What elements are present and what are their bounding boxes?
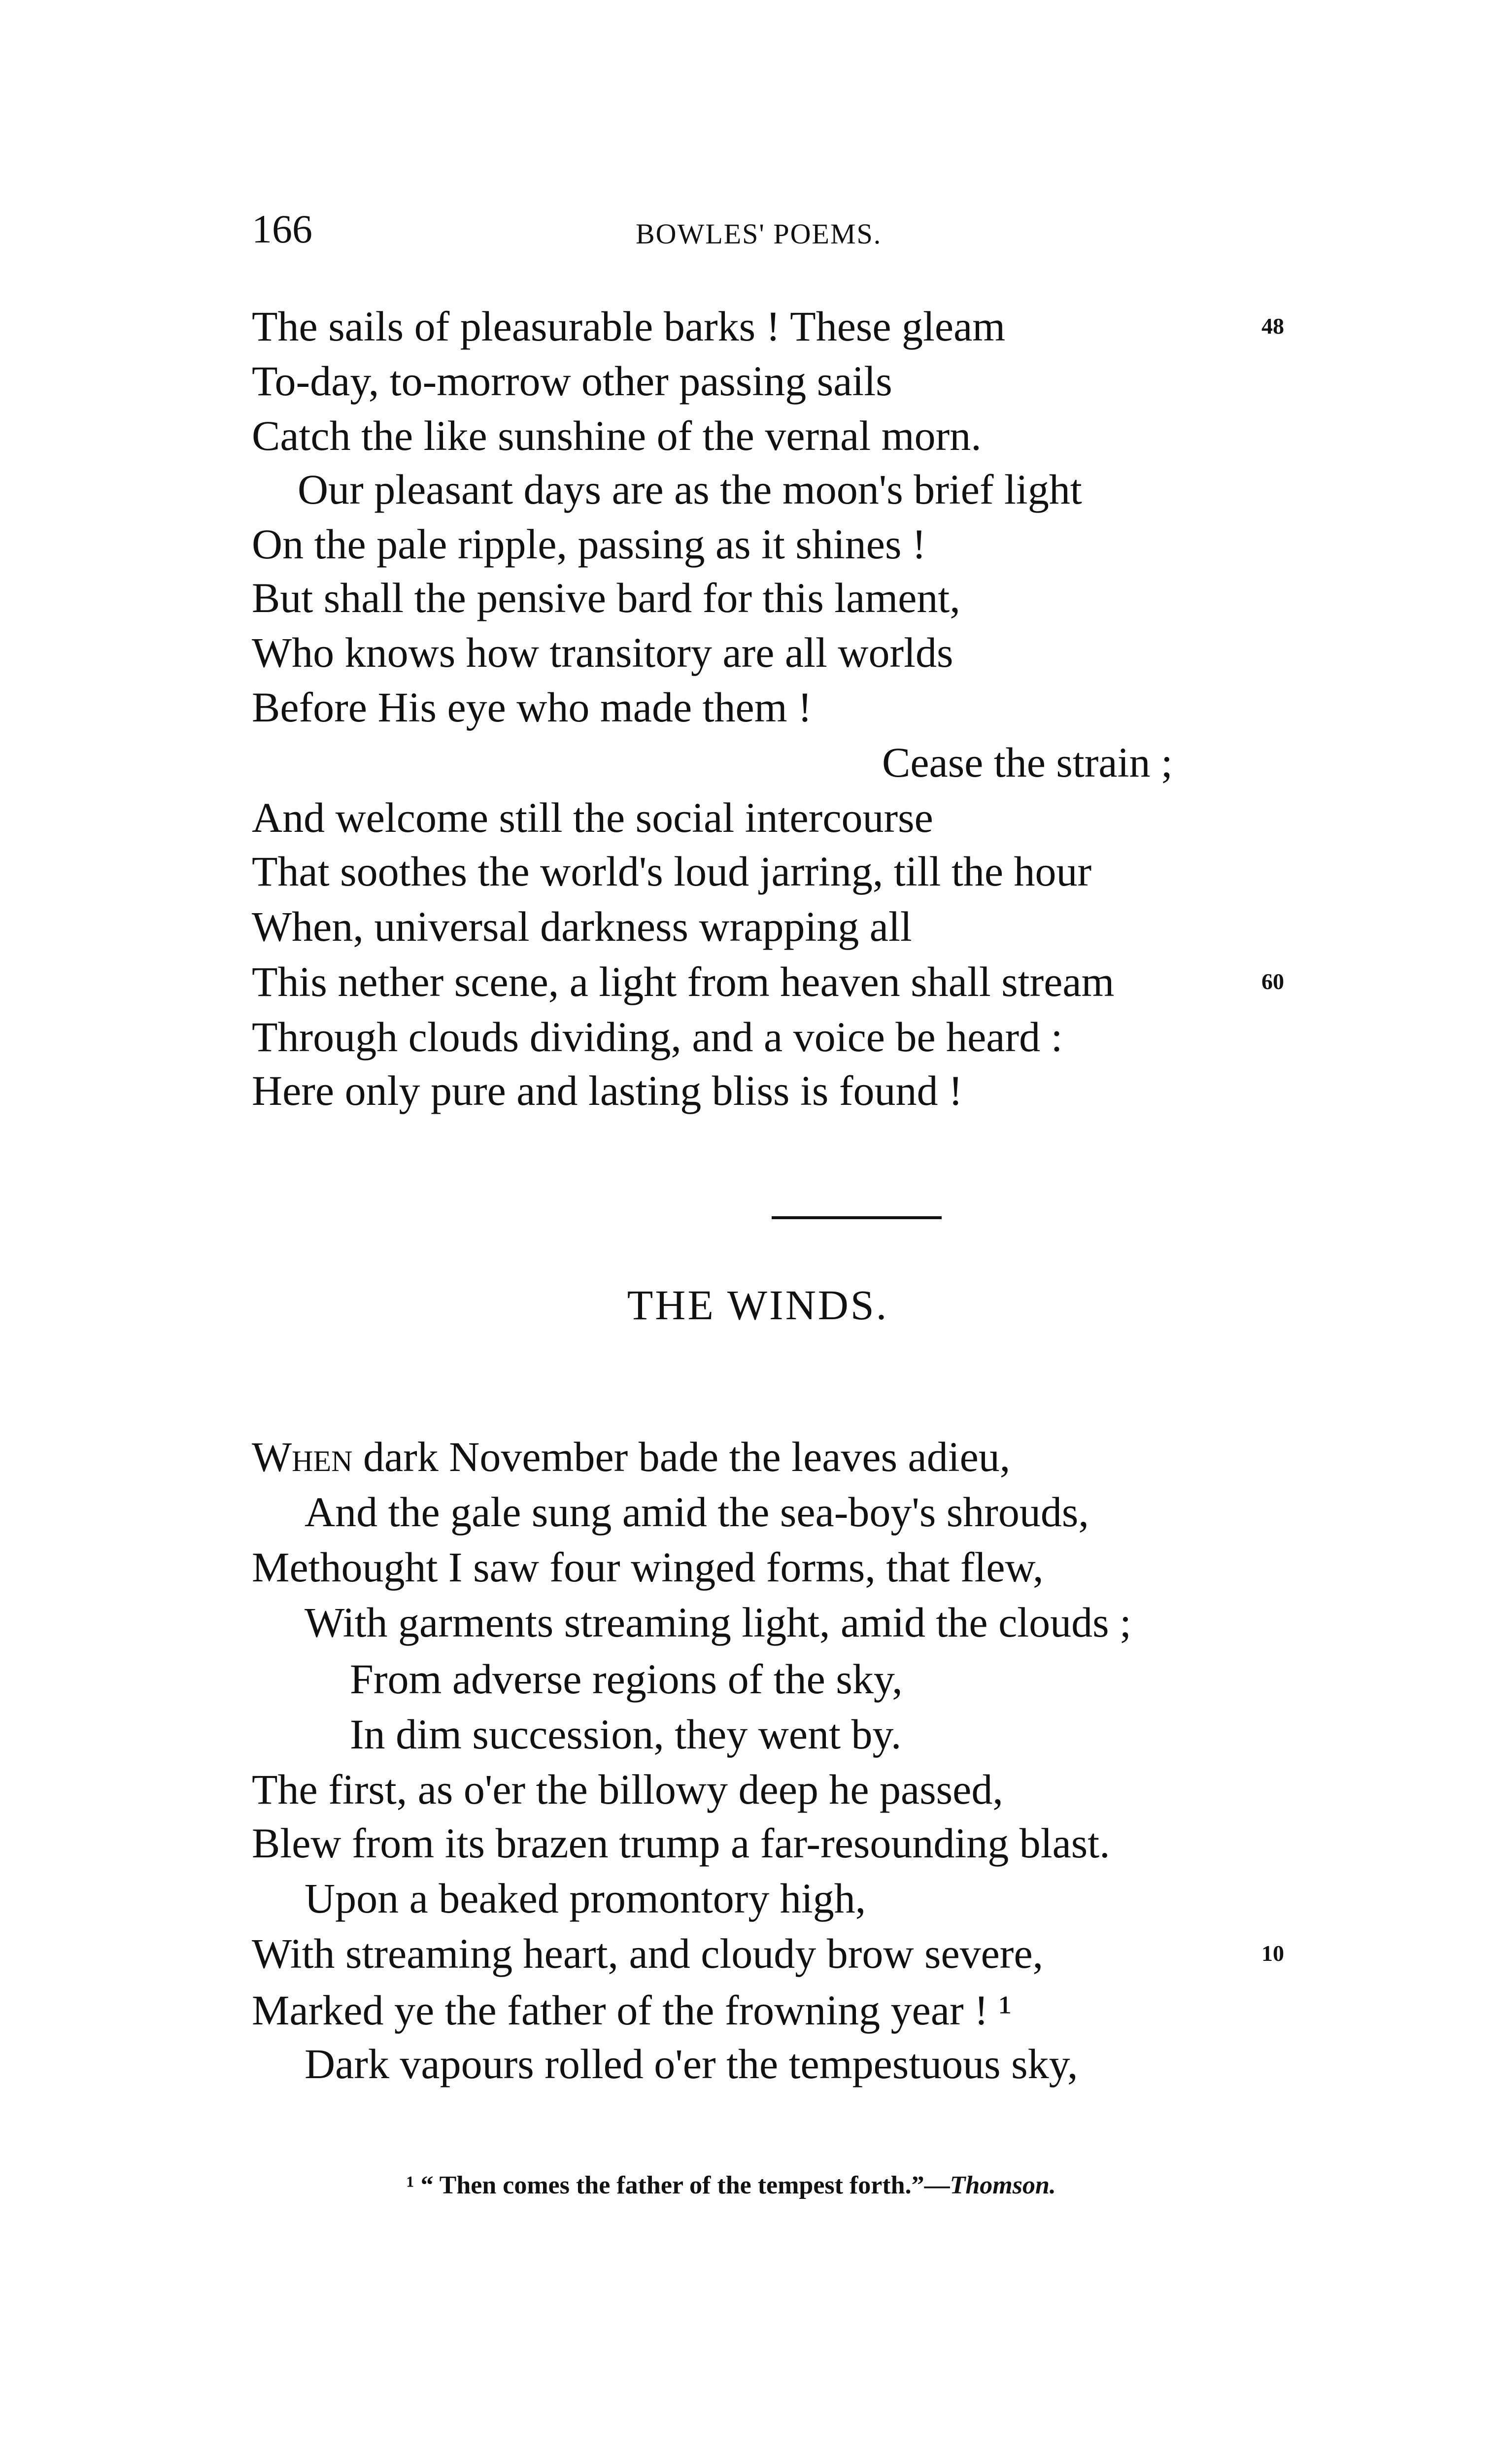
verse-line: Blew from its brazen trump a far-resounding blast. [252,1819,1110,1867]
verse-line: And the gale sung amid the sea-boy's shrouds, [305,1488,1089,1536]
poem-title: THE WINDS. [627,1281,889,1329]
verse-line: The sails of pleasurable barks ! These gleam [252,303,1006,350]
verse-line: Before His eye who made them ! [252,684,812,731]
verse-line: Through clouds dividing, and a voice be heard : [252,1013,1063,1061]
verse-line: That soothes the world's loud jarring, till the hour [252,848,1092,895]
verse-line: And welcome still the social intercourse [252,794,933,841]
footnote-source: Thomson. [950,2171,1056,2199]
footnote [407,2161,1056,2210]
section-divider [772,1216,942,1219]
running-title: BOWLES' POEMS. [636,218,882,250]
verse-line: Dark vapours rolled o'er the tempestuous sky, [305,2040,1078,2088]
verse-line: Catch the like sunshine of the vernal morn. [252,412,982,459]
verse-line: Methought I saw four winged forms, that flew, [252,1543,1044,1591]
verse-text: dark November bade the leaves adieu, [352,1433,1011,1480]
verse-line: Who knows how transitory are all worlds [252,629,953,676]
line-number: 60 [1261,969,1284,994]
line-number: 48 [1261,313,1284,339]
verse-line [252,1432,1010,1481]
verse-line: But shall the pensive bard for this lament, [252,574,960,621]
verse-line: With garments streaming light, amid the clouds ; [305,1599,1132,1646]
verse-line: Cease the strain ; [882,739,1173,786]
verse-line: On the pale ripple, passing as it shines ! [252,520,926,568]
verse-line: The first, as o'er the billowy deep he passed, [252,1766,1003,1813]
verse-line: Our pleasant days are as the moon's brief light [298,466,1082,513]
footnote-text: ¹ “ Then comes the father of the tempest forth.”— [407,2171,950,2199]
verse-line: To-day, to-morrow other passing sails [252,357,892,405]
verse-line: Marked ye the father of the frowning year ! ¹ [252,1986,1012,2034]
verse-line: When, universal darkness wrapping all [252,903,912,950]
line-number: 10 [1261,1941,1284,1966]
verse-line: With streaming heart, and cloudy brow severe, [252,1930,1044,1977]
verse-line: Upon a beaked promontory high, [305,1875,866,1922]
verse-line: From adverse regions of the sky, [350,1655,903,1703]
verse-line: In dim succession, they went by. [350,1711,902,1758]
verse-line: Here only pure and lasting bliss is found ! [252,1067,963,1114]
page-number: 166 [252,206,312,251]
verse-line: This nether scene, a light from heaven shall stream [252,958,1115,1005]
first-word: When [252,1433,353,1480]
